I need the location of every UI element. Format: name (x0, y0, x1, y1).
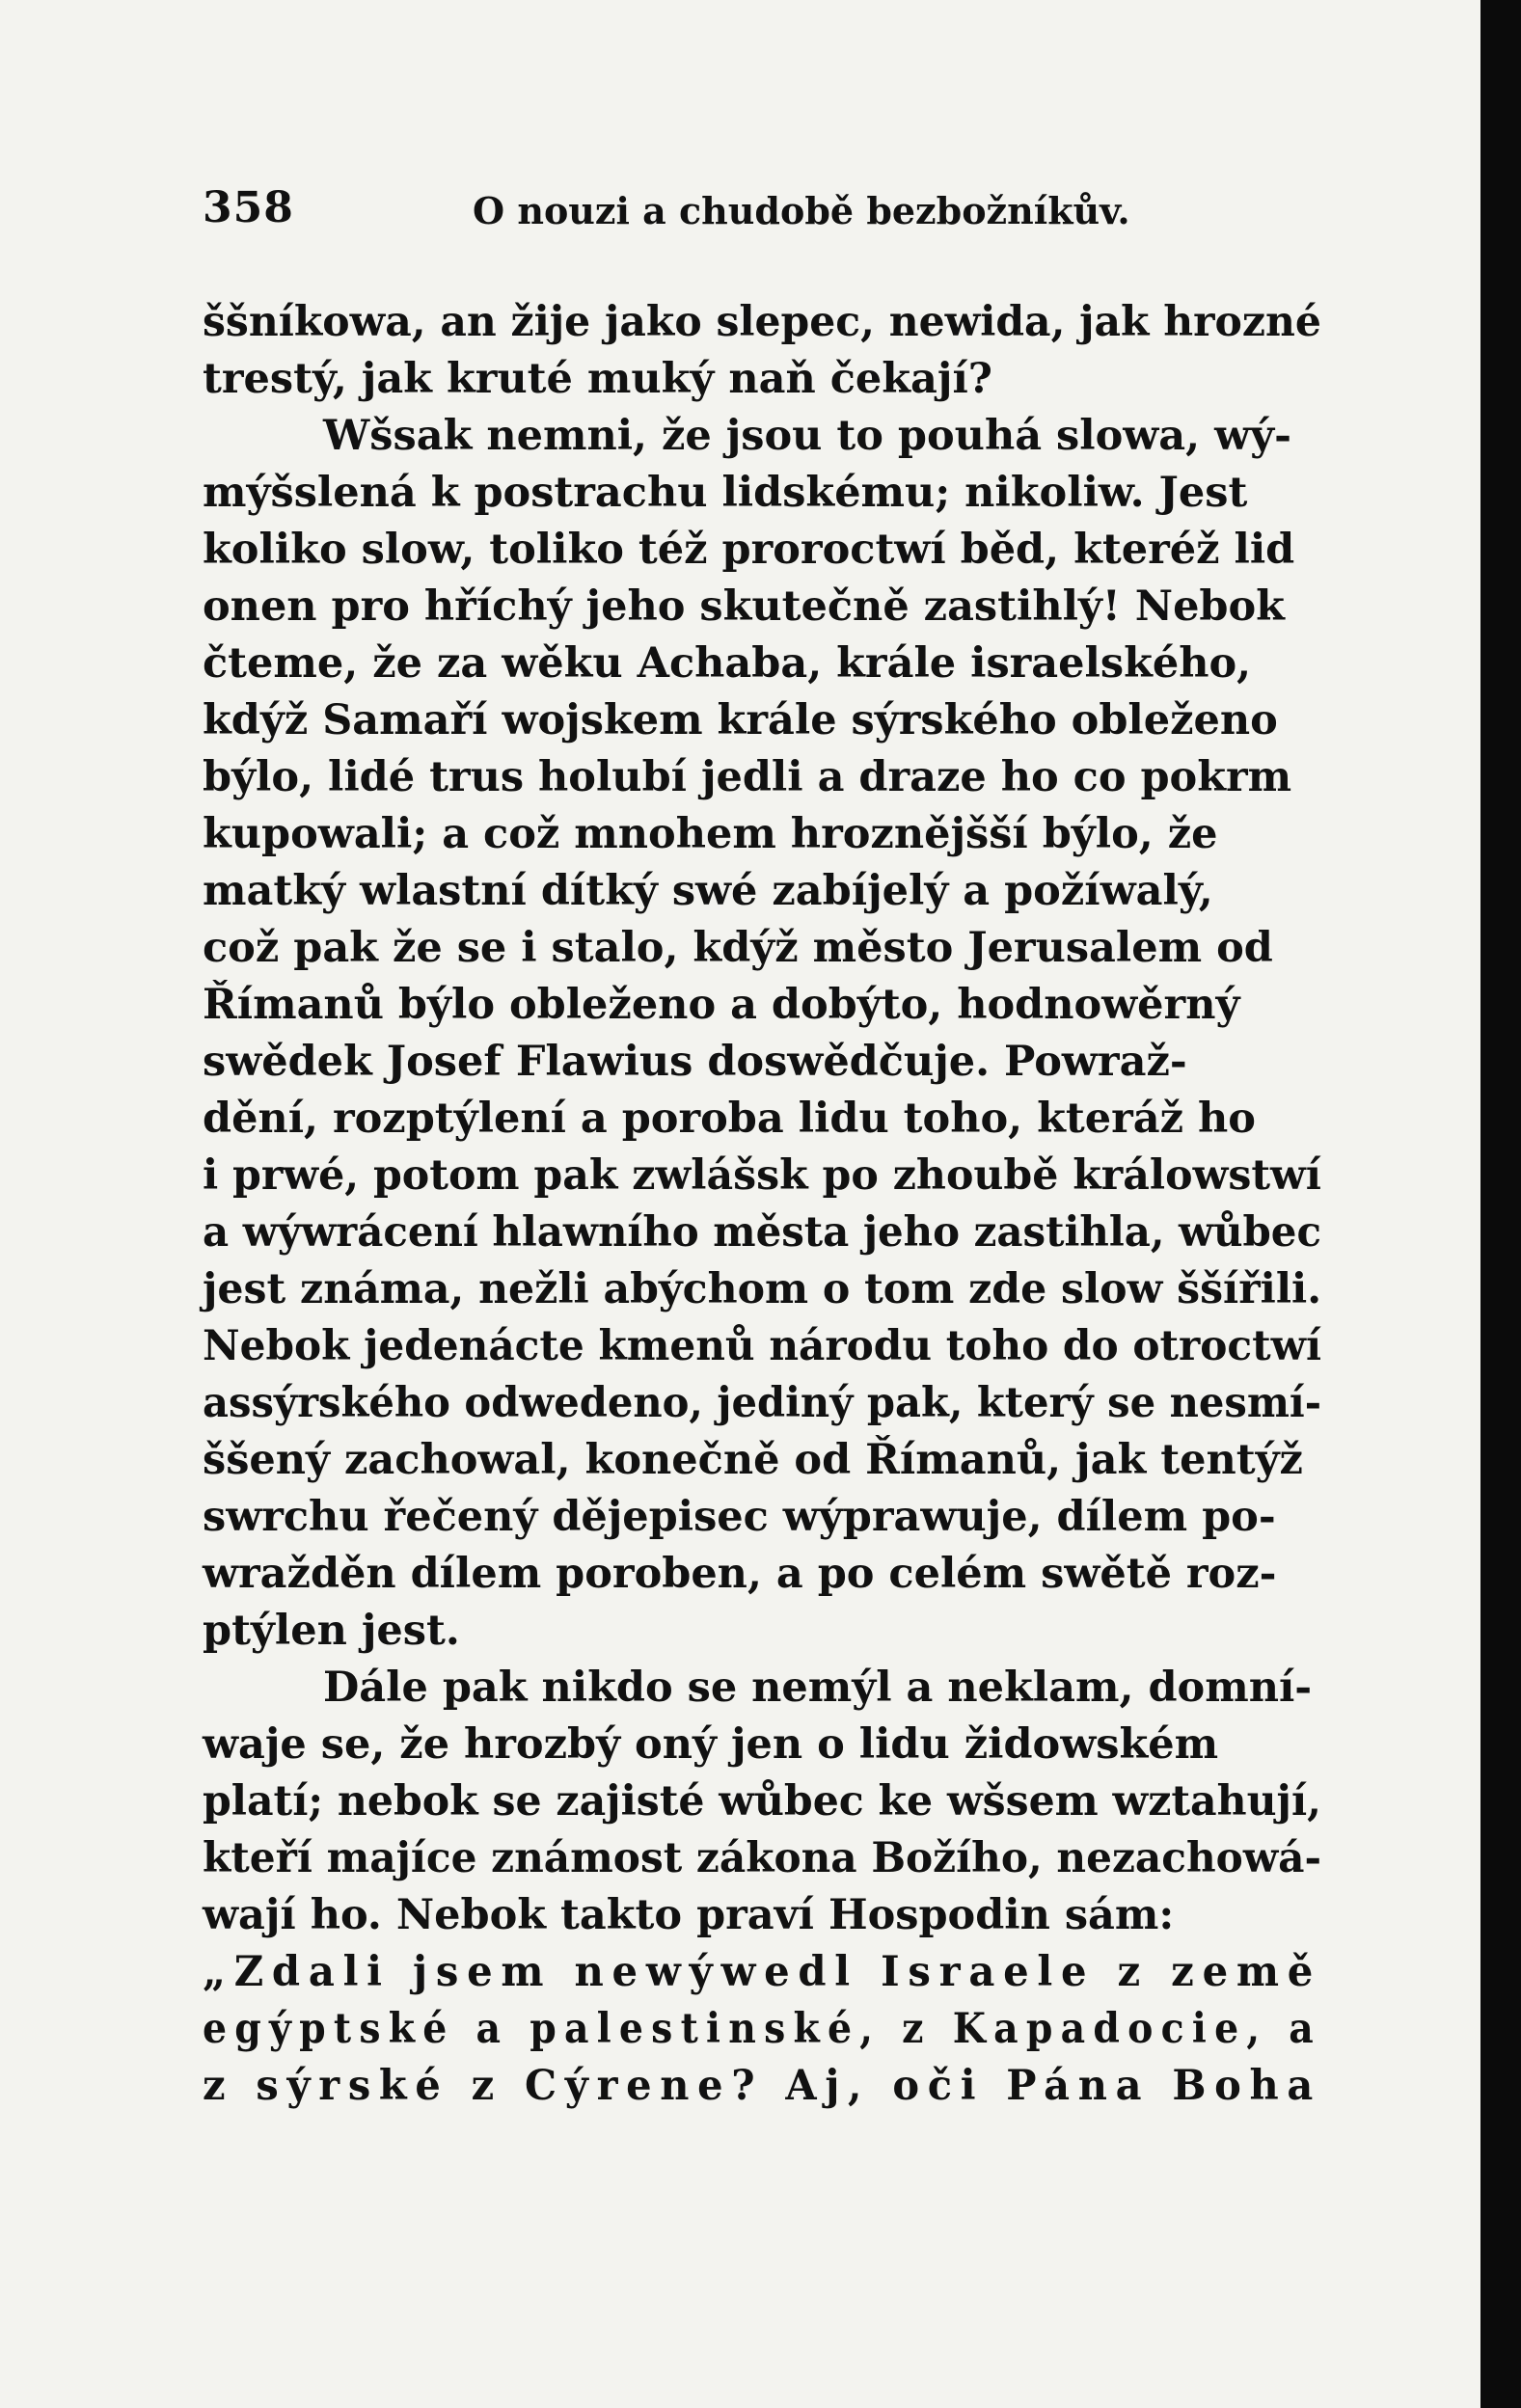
body-text (203, 294, 1321, 2115)
text-line: swrchu řečený dějepisec wýprawuje, dílem po- (203, 1493, 1276, 1541)
text-line: koliko slow, toliko též proroctwí běd, kteréž lid (203, 526, 1295, 574)
text-line: dění, rozptýlení a poroba lidu toho, kteráž ho (203, 1095, 1256, 1143)
text-line: jest známa, nežli abýchom o tom zde slow ššířili. (203, 1265, 1322, 1313)
text-line: i prwé, potom pak zwlášsk po zhoubě králowstwí (203, 1151, 1321, 1200)
text-line: Římanů býlo obleženo a dobýto, hodnowěrný (203, 981, 1240, 1029)
text-line: což pak že se i stalo, kdýž město Jerusalem od (203, 924, 1273, 972)
page-header (203, 183, 1312, 251)
text-line: kteří majíce známost zákona Božího, nezachowá- (203, 1834, 1322, 1882)
running-head: O nouzi a chudobě bezbožníkův. (473, 189, 1130, 232)
text-line: „Zdali jsem newýwedl Israele z země (203, 1948, 1322, 1996)
text-line: a wýwrácení hlawního města jeho zastihla, wůbec (203, 1208, 1321, 1257)
text-line: egýptské a palestinské, z Kapadocie, a (203, 2005, 1322, 2053)
text-line: ššníkowa, an žije jako slepec, newida, jak hrozné (203, 298, 1321, 346)
text-line: Wšsak nemni, že jsou to pouhá slowa, wý- (323, 412, 1291, 460)
text-line: wražděn dílem poroben, a po celém swětě roz- (203, 1550, 1277, 1598)
text-line: ptýlen jest. (203, 1607, 460, 1655)
text-line: býlo, lidé trus holubí jedli a draze ho co pokrm (203, 753, 1292, 801)
text-line: matký wlastní dítký swé zabíjelý a požíwalý, (203, 867, 1213, 915)
text-line: platí; nebok se zajisté wůbec ke wšsem wztahují, (203, 1777, 1321, 1826)
text-line: assýrského odwedeno, jediný pak, který se nesmí- (203, 1379, 1322, 1427)
text-line: mýšslená k postrachu lidskému; nikoliw. Jest (203, 469, 1248, 517)
text-line: waje se, že hrozbý oný jen o lidu židowském (203, 1720, 1219, 1769)
text-line: wají ho. Nebok takto praví Hospodin sám: (203, 1891, 1175, 1939)
text-line: swědek Josef Flawius doswědčuje. Powraž- (203, 1038, 1187, 1086)
page-number: 358 (203, 183, 294, 232)
text-line: onen pro hříchý jeho skutečně zastihlý! Nebok (203, 582, 1285, 631)
text-line: Nebok jedenácte kmenů národu toho do otroctwí (203, 1322, 1321, 1370)
text-line: kupowali; a což mnohem hroznějšší býlo, že (203, 810, 1218, 858)
text-line: z sýrské z Cýrene? Aj, oči Pána Boha (203, 2062, 1321, 2110)
text-line: Dále pak nikdo se nemýl a neklam, domní- (323, 1664, 1313, 1712)
text-line: čteme, že za wěku Achaba, krále israelského, (203, 639, 1252, 688)
text-line: trestý, jak kruté muký naň čekají? (203, 355, 992, 403)
text-line: kdýž Samaří wojskem krále sýrského obleženo (203, 696, 1278, 744)
text-line: ššený zachowal, konečně od Římanů, jak tentýž (203, 1436, 1303, 1484)
